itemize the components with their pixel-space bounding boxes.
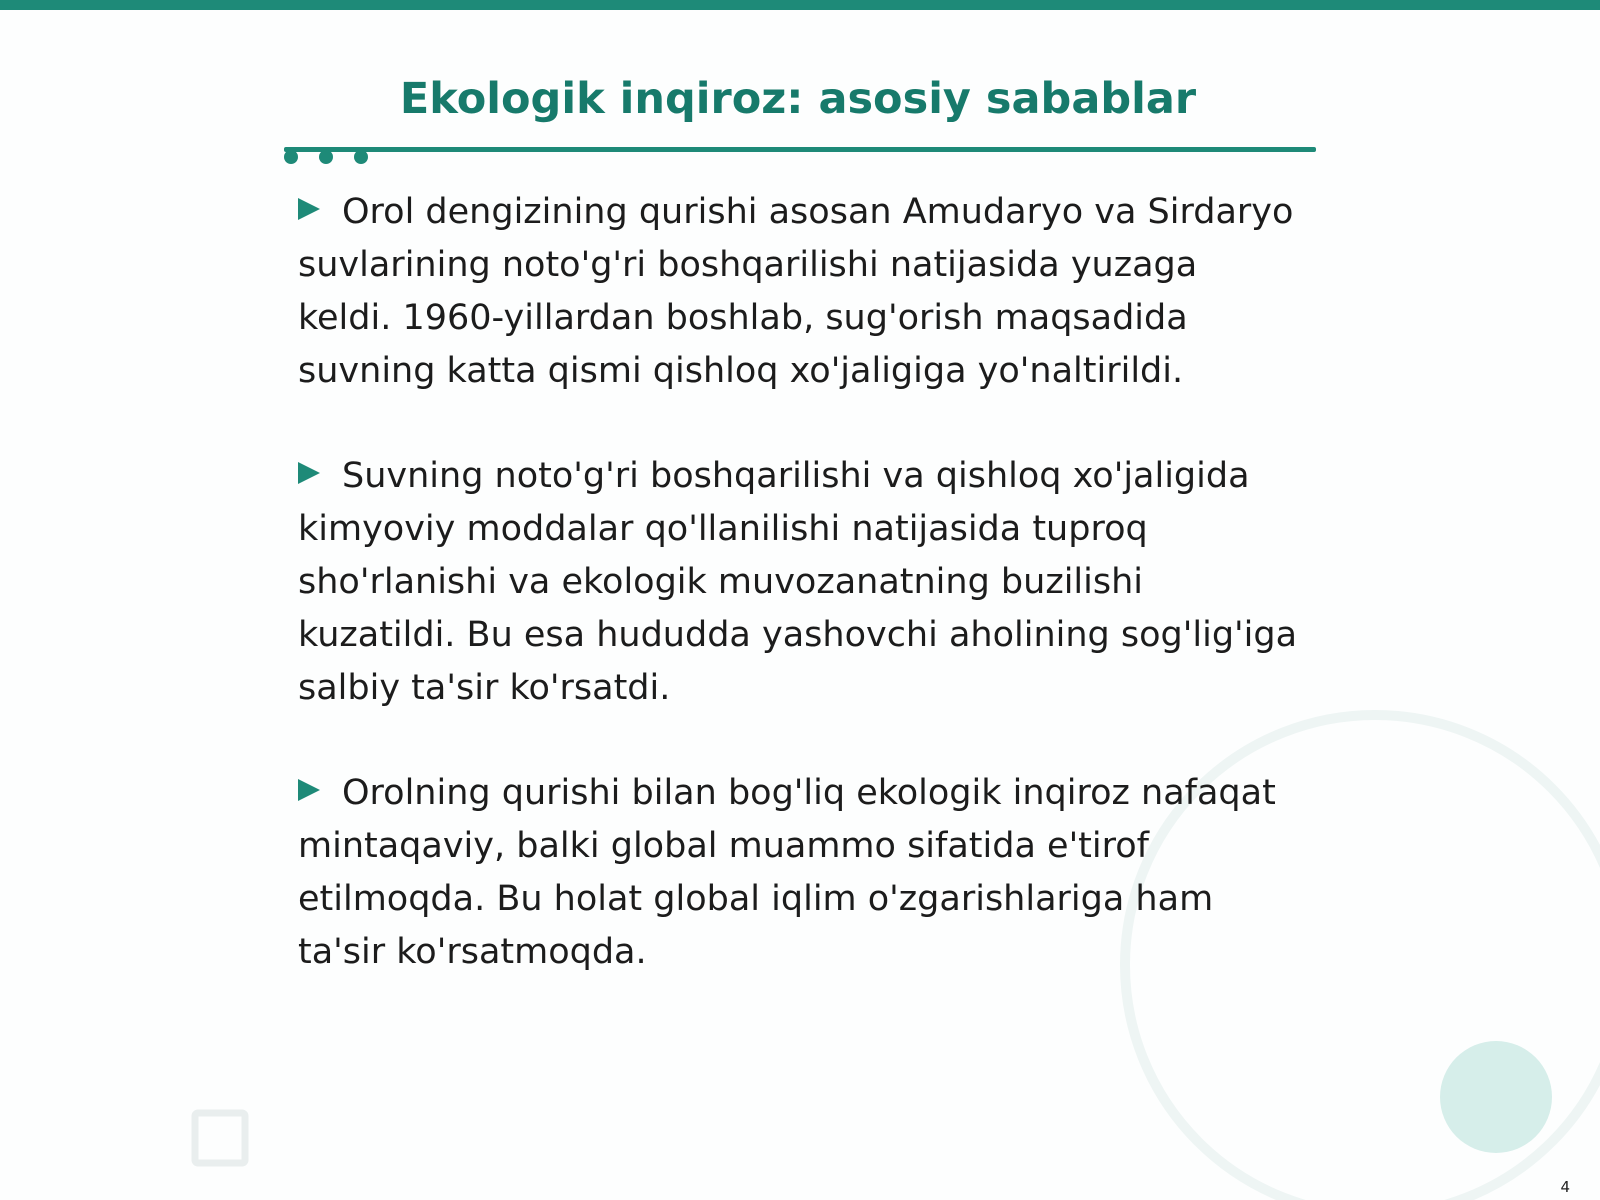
- small-filled-circle-icon: [1440, 1041, 1552, 1153]
- bullet-text: Suvning noto'g'ri boshqarilishi va qishloq xo'jaligida kimyoviy moddalar qo'llanilishi natijasida tuproq sho'rlanishi va ekologik muvozanatning buzilishi kuzatildi. Bu esa hududda yashovchi aholining sog'lig'iga salbiy ta'sir ko'rsatdi.: [298, 456, 1298, 708]
- triangle-bullet-icon: [298, 462, 320, 484]
- underline-dot-icon: [319, 150, 333, 164]
- triangle-bullet-icon: [298, 779, 320, 801]
- bullet-text: Orolning qurishi bilan bog'liq ekologik inqiroz nafaqat mintaqaviy, balki global muammo sifatida e'tirof etilmoqda. Bu holat global iqlim o'zgarishlariga ham ta'sir ko'rsatmoqda.: [298, 773, 1276, 972]
- underline-dot-icon: [354, 150, 368, 164]
- slide-title: Ekologik inqiroz: asosiy sabablar: [399, 74, 1197, 124]
- bullet-list: [298, 186, 1298, 1031]
- page-number: 4: [1560, 1178, 1570, 1196]
- bullet-text: Orol dengizining qurishi asosan Amudaryo va Sirdaryo suvlarining noto'g'ri boshqarilishi natijasida yuzaga keldi. 1960-yillardan boshlab, sug'orish maqsadida suvning katta qismi qishloq xo'jaligiga yo'naltirildi.: [298, 192, 1294, 391]
- triangle-bullet-icon: [298, 198, 320, 220]
- bullet-item: [298, 767, 1298, 979]
- square-outline-icon: [195, 1113, 245, 1163]
- bullet-item: [298, 450, 1298, 715]
- title-underline: [284, 147, 1316, 152]
- bullet-item: [298, 186, 1298, 398]
- top-accent-bar: [0, 0, 1600, 10]
- underline-dot-icon: [284, 150, 298, 164]
